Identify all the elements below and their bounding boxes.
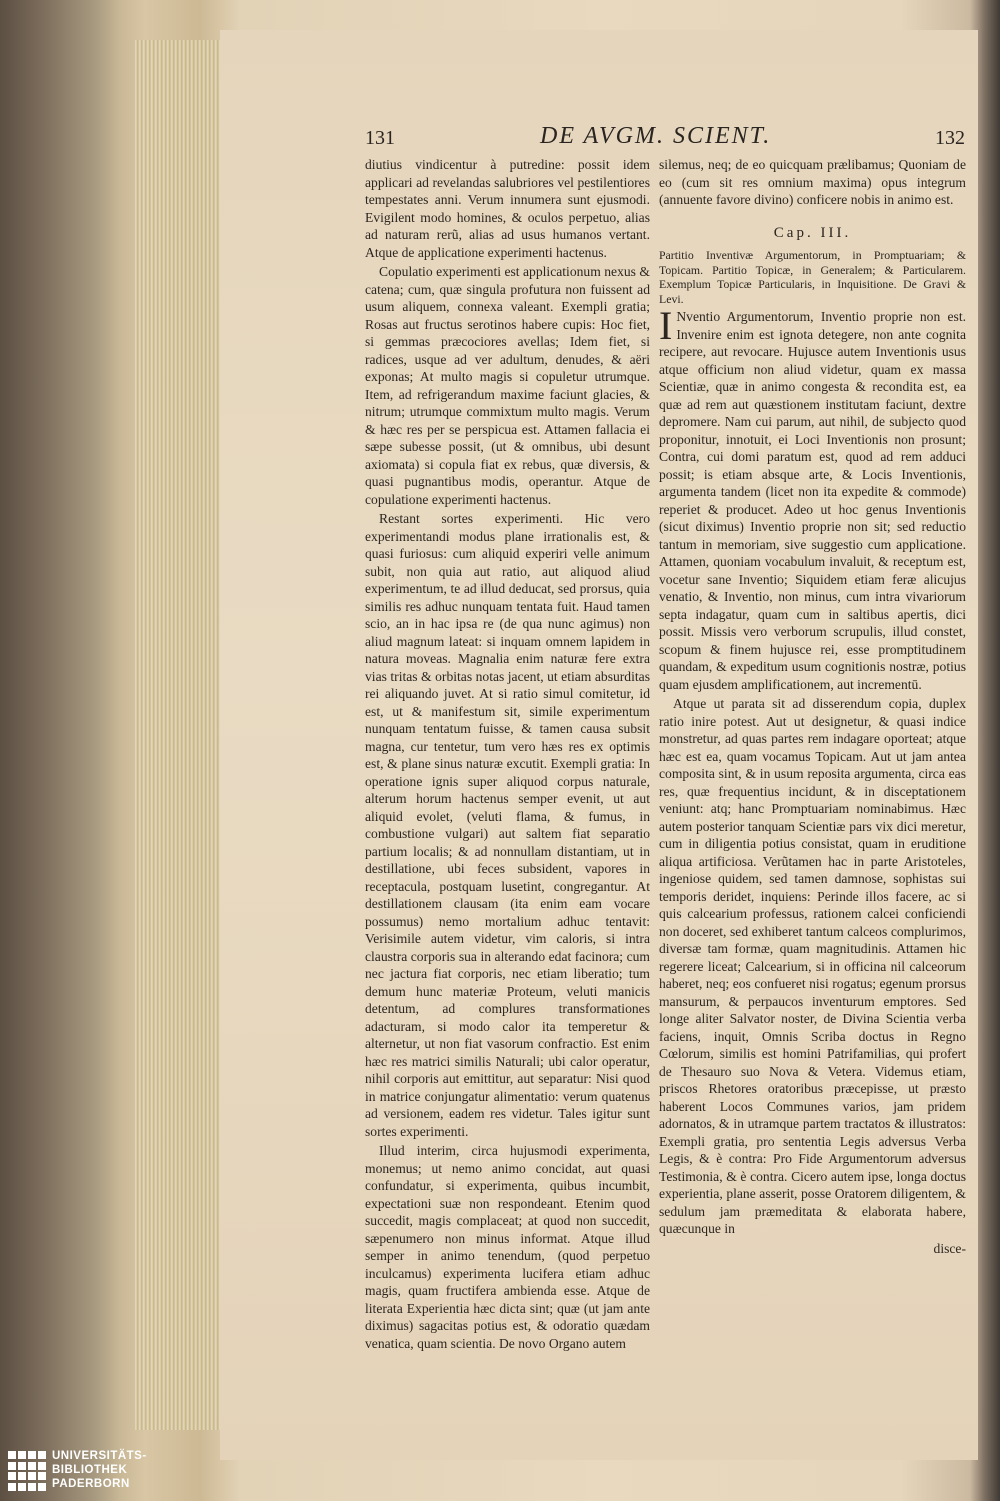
running-head: DE AVGM. SCIENT.	[540, 123, 772, 149]
chapter-heading: Cap. III.	[773, 224, 852, 241]
library-logo-text	[52, 1449, 147, 1491]
left-page-number: 131	[365, 127, 395, 149]
paragraph: Restant sortes experimenti. Hic vero experimentandi modus plane irrationalis est, & quasi furiosus: cum aliquid experiri velle animum subit, non quia aut ratio, aut aliquod aliud experimentum, te ad illud deducat, sed prorsus, quia similis res adhuc nunquam tentata fuit. Haud tamen scio, an in hac ipsa re (de qua nunc agimus) non aliud magnum lateat: si inquam omnem lapidem in natura moveas. Magnalia enim naturæ fere extra vias tritas & orbitas notas jacent, ut etiam absurditas rei aliquando juvet. At si ratio simul comitetur, id est, ut & manifestum sit, simile experimentum nunquam tentatum fuisse, & tamen causa subsit magna, cur tentetur, tum vero hæs res ex optimis est, & plane sinus naturæ excutit. Exempli gratia: In operatione ignis super aliquod corpus naturale, alterum horum hactenus semper evenit, ut aut aliquid evolet, (veluti flama, & fumus, in combustione vulgari) aut saltem fiat separatio partium localis; & ad nonnullam distantiam, ut in destillatione, ubi feces subsident, vapores in receptacula, postquam lusetint, congregantur. At destillationem clausam (ita enim eam vocare possumus) nemo mortalium adhuc tentavit: Verisimile autem videtur, vim caloris, si intra claustra corporis sua in alterando edat facinora; cum nec jactura fiat corporis, nec etiam liberatio; tum demum hunc materiæ Proteum, veluti manicis detentum, ad complures transformationes adacturam, si modo calor ita temperetur & alternetur, ut non fiat vasorum confractio. Est enim hæc res matrici similis Naturali; ubi calor operatur, nihil corporis aut emittitur, aut separatur: Nisi quod in matrice conjungatur alimentatio: verum quatenus ad versionem, eadem res videtur. Tales igitur sunt sortes experimenti.	[365, 511, 650, 1139]
left-text-column	[365, 156, 650, 1354]
paragraph: Illud interim, circa hujusmodi experimenta, monemus; ut nemo animo concidat, aut quasi confundatur, si experimenta, quibus incumbit, expectationi suæ non respondeant. Etenim quod succedit, magis complaceat; at quod non succedit, sæpenumero non minus informat. Atque illud semper in animo tenendum, (quod perpetuo inculcamus) experimenta lucifera etiam adhuc magis, quam fructifera ambienda esse. Atque de literata Experientia hæc dicta sint; quæ (ut jam ante diximus) sagacitas potius est, & odoratio quædam venatica, quam scientia. De novo Organo autem	[365, 1143, 650, 1351]
drop-cap: I	[659, 303, 673, 349]
paragraph: diutius vindicentur à putredine: possit idem applicari ad revelandas salubriores vel pestilentiores tempestates anni. Verum innumera sunt ejusmodi. Evigilent modo homines, & oculos perpetuo, alias ad naturam rerũ, alias ad usus humanos vertant. Atque de applicatione experimenti hactenus.	[365, 157, 650, 260]
logo-line: PADERBORN	[52, 1478, 130, 1490]
paragraph: Copulatio experimenti est applicationum nexus & catena; cum, quæ singula profutura non fuissent ad usum aliquem, connexa valeant. Exempli gratia; Rosas aut fructus serotinos habere cupis: Hoc fiet, si gemmas præcociores avellas; Idem fiet, si radices, usque ad ver adultum, denudes, & aëri exponas; At multo magis si copuletur utrumque. Item, ad refrigerandum maxime faciunt glacies, & nitrum; utrumque commixtum multo magis. Verum & hæc res per se perspicua est. Attamen fallacia ei sæpe subesse possit, (ut & omnibus, ubi desunt axiomata) si copula fiat ex rebus, quæ diversis, & quasi pugnantibus modis, operantur. Atque de copulatione experimenti hactenus.	[365, 264, 650, 507]
logo-line: UNIVERSITÄTS-	[52, 1450, 147, 1462]
paragraph: Nventio Argumentorum, Inventio proprie non est. Invenire enim est ignota detegere, non ante cognita recipere, aut revocare. Hujusce autem Inventionis usus atque officium non aliud videtur, quam ex massa Scientiæ, quæ in animo congesta & recondita est, ea quæ ad rem aut quæstionem institutam faciunt, dextre depromere. Nam cui parum, aut nihil, de subjecto quod proponitur, innotuit, ei Loci Inventionis non prosunt; Contra, cui domi paratum est, quod ad rem adduci possit; is etiam absque arte, & Locis Inventionis, argumenta tandem (licet non ita expedite & commode) reperiet & producet. Adeo ut hoc genus Inventionis (sicut diximus) Inventio proprie non sit; sed reductio tantum in memoriam, sive suggestio cum applicatione. Attamen, quoniam vocabulum invaluit, & receptum est, vocetur sane Inventio; Siquidem etiam feræ alicujus venatio, & Inventio, non minus, cum intra vivariorum septa indagatur, quam cum in saltibus apertis, dici possit. Missis vero verborum scrupulis, illud constet, scopum & finem hujusce rei, esse promptitudinem quandam, & expeditum usum cognitionis nostræ, potius quam ejusdem amplificationem, aut incrementū.	[659, 309, 966, 692]
chapter-summary: Partitio Inventivæ Argumentorum, in Promptuariam; & Topicam. Partitio Topicæ, in Generalem; & Particularem. Exemplum Topicæ Particularis, in Inquisitione. De Gravi & Levi.	[659, 248, 966, 306]
catchword: disce-	[933, 1240, 966, 1256]
paragraph: Atque ut parata sit ad disserendum copia, duplex ratio inire potest. Aut ut designetur, & quasi indice monstretur, ad quas partes rem indagare oporteat; atque hæc est ea, quam vocamus Topicam. Aut ut jam antea composita sint, & in usum reposita argumenta, circa eas res, quæ frequentius incidunt, & in disceptationem veniunt: atq; hanc Promptuariam nominabimus. Hæc autem posterior tanquam Scientiæ pars vix dici meretur, cum in diligentia potius consistat, quam in eruditione aliqua artificiosa. Verũtamen hac in parte Aristoteles, ingeniose quidem, sed tamen damnose, sophistas sui temporis deridet, inquiens: Perinde illos facere, ac si quis calcearium professus, rationem calcei conficiendi non doceret, sed exhiberet tantum calceos complurimos, diversæ tam formæ, quam magnitudinis. Attamen hic regerere liceat; Calcearium, si in officina nil calceorum haberet, neq; eos confueret nisi rogatus; egenum prorsus mansurum, & perpaucos inventurum emptores. Sed longe aliter Salvator noster, de Divina Scientia verba faciens, inquit, Omnis Scriba doctus in Regno Cœlorum, similis est homini Patrifamilias, qui profert de Thesauro suo Nova & Vetera. Videmus etiam, priscos Rhetores oratoribus præcepisse, ut præsto haberent Locos Communes varios, jam pridem adornatos, & in utramque partem tractatos & illustratos: Exempli gratia, pro sententia Legis adversus Verba Legis, & è contra: Pro Fide Argumentorum adversus Testimonia, & è contra. Cicero autem ipse, longa doctus experientia, plane asserit, posse Oratorem diligentem, & sedulum jam præmeditata & elaborata habere, quæcunque in	[659, 696, 966, 1237]
right-text-column	[659, 156, 966, 1257]
page-edges	[135, 40, 225, 1430]
paragraph: silemus, neq; de eo quicquam prælibamus; Quoniam de eo (cum sit res omnium maxima) opus integrum (annuente favore divino) conficere nobis in animo est.	[659, 157, 966, 207]
logo-line: BIBLIOTHEK	[52, 1464, 128, 1476]
right-page-number: 132	[935, 127, 965, 149]
library-logo-icon	[8, 1451, 44, 1491]
library-logo	[8, 1447, 147, 1497]
